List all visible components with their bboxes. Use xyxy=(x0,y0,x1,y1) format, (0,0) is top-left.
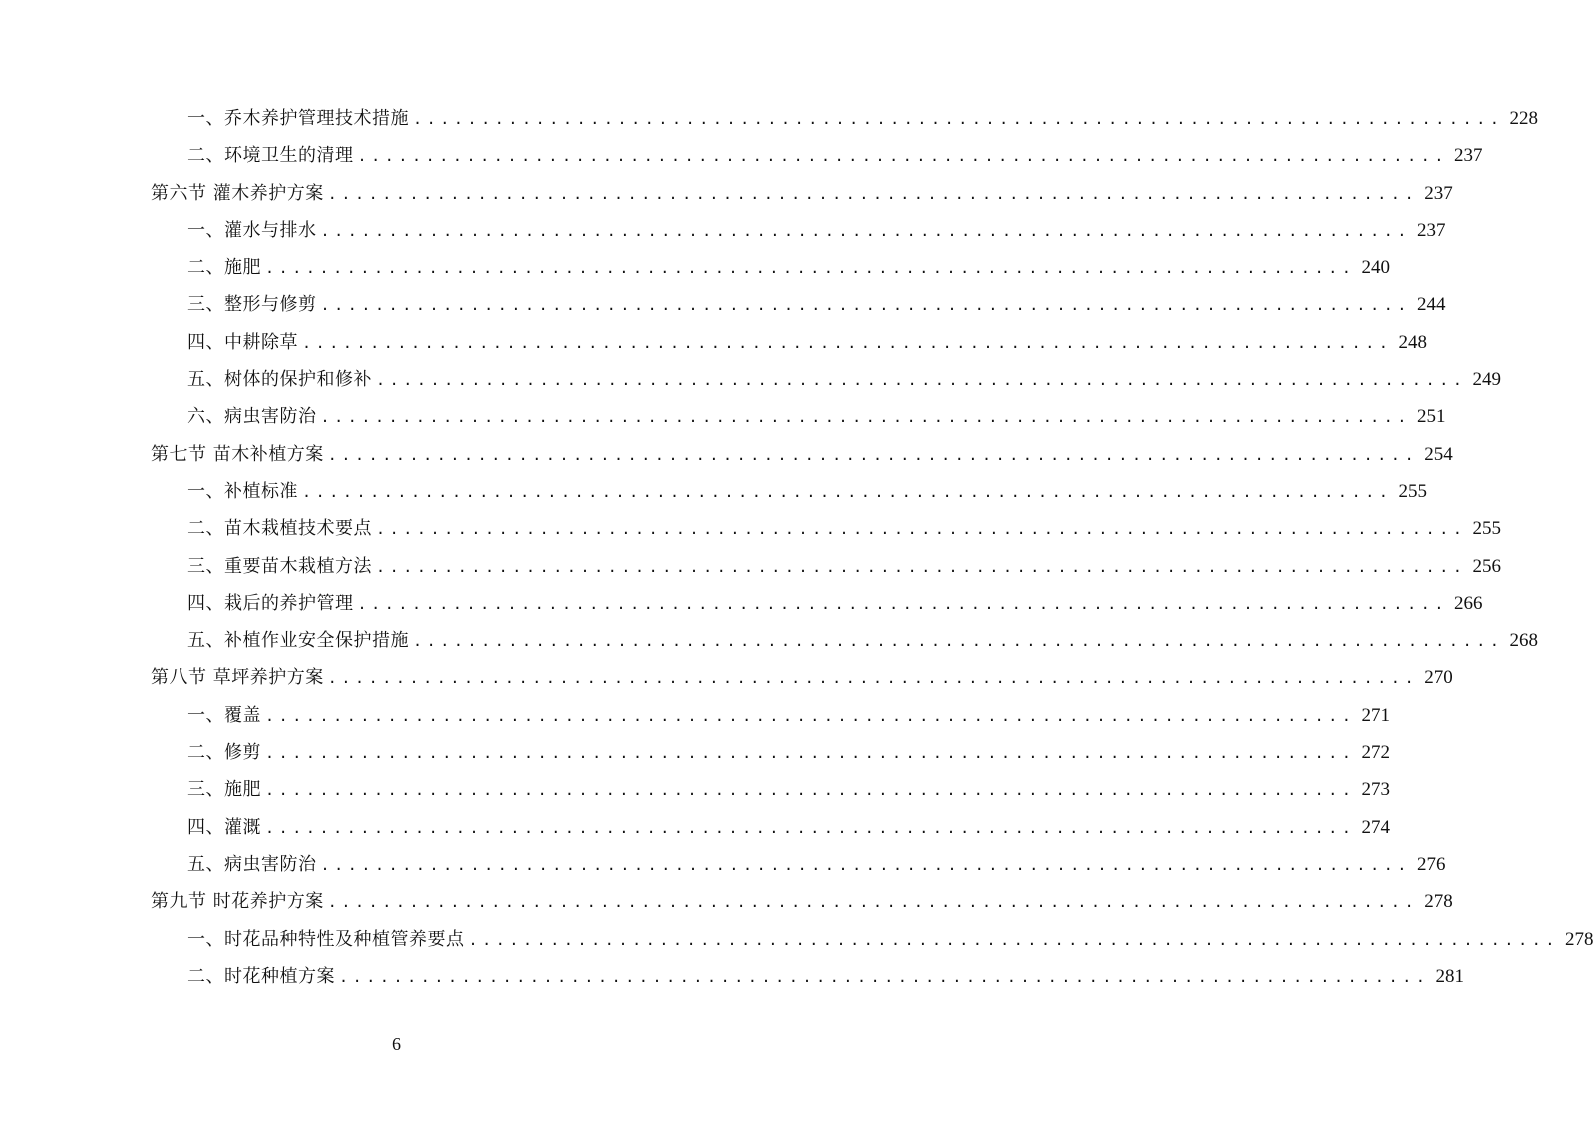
page-number: 6 xyxy=(392,1034,401,1054)
toc-entry-title: 第七节 苗木补植方案 xyxy=(151,443,324,465)
table-of-contents xyxy=(151,100,1593,995)
toc-subsection-entry[interactable] xyxy=(151,100,1538,137)
toc-entry-title: 二、施肥 xyxy=(187,257,261,279)
toc-subsection-entry[interactable] xyxy=(151,697,1390,734)
toc-entry-title: 五、补植作业安全保护措施 xyxy=(187,630,409,652)
toc-dot-leader: ................................................................................ xyxy=(302,333,1393,352)
toc-entry-title: 四、中耕除草 xyxy=(187,331,298,353)
toc-subsection-entry[interactable] xyxy=(151,324,1427,361)
toc-entry-title: 一、覆盖 xyxy=(187,704,261,726)
toc-entry-page: 255 xyxy=(1398,480,1427,502)
toc-entry-title: 二、时花种植方案 xyxy=(187,965,335,987)
toc-dot-leader: ................................................................................ xyxy=(265,706,1356,725)
toc-entry-title: 二、修剪 xyxy=(187,742,261,764)
toc-entry-title: 六、病虫害防治 xyxy=(187,406,317,428)
toc-entry-page: 251 xyxy=(1416,406,1446,428)
toc-dot-leader: ................................................................................ xyxy=(468,930,1559,949)
toc-entry-title: 一、时花品种特性及种植管养要点 xyxy=(187,928,465,950)
toc-subsection-entry[interactable] xyxy=(151,361,1501,398)
toc-dot-leader: ................................................................................ xyxy=(327,893,1419,912)
toc-subsection-entry[interactable] xyxy=(151,137,1483,174)
toc-entry-title: 四、灌溉 xyxy=(187,816,261,838)
toc-entry-title: 第八节 草坪养护方案 xyxy=(151,667,324,689)
toc-subsection-entry[interactable] xyxy=(151,473,1427,510)
toc-entry-page: 278 xyxy=(1424,891,1453,913)
toc-entry-page: 271 xyxy=(1361,704,1390,726)
toc-entry-title: 第六节 灌木养护方案 xyxy=(151,182,324,204)
toc-section-entry[interactable] xyxy=(151,883,1453,920)
toc-dot-leader: ................................................................................ xyxy=(265,818,1356,837)
toc-dot-leader: ................................................................................ xyxy=(376,371,1467,390)
toc-subsection-entry[interactable] xyxy=(151,734,1390,771)
toc-dot-leader: ................................................................................ xyxy=(327,445,1419,464)
toc-entry-title: 二、苗木栽植技术要点 xyxy=(187,518,372,540)
toc-entry-page: 270 xyxy=(1424,667,1453,689)
toc-entry-title: 第九节 时花养护方案 xyxy=(151,891,324,913)
toc-dot-leader: ................................................................................ xyxy=(413,632,1504,651)
toc-entry-title: 五、病虫害防治 xyxy=(187,853,317,875)
toc-entry-page: 274 xyxy=(1361,816,1390,838)
toc-entry-title: 二、环境卫生的清理 xyxy=(187,145,354,167)
toc-subsection-entry[interactable] xyxy=(151,622,1538,659)
toc-subsection-entry[interactable] xyxy=(151,958,1464,995)
toc-entry-title: 三、施肥 xyxy=(187,779,261,801)
toc-dot-leader: ................................................................................ xyxy=(327,669,1419,688)
toc-entry-title: 一、灌水与排水 xyxy=(187,219,317,241)
toc-subsection-entry[interactable] xyxy=(151,398,1446,435)
toc-section-entry[interactable] xyxy=(151,436,1453,473)
toc-entry-page: 281 xyxy=(1435,965,1464,987)
toc-dot-leader: ................................................................................ xyxy=(320,221,1411,240)
toc-entry-page: 278 xyxy=(1564,928,1593,950)
toc-entry-page: 237 xyxy=(1424,182,1453,204)
toc-entry-page: 268 xyxy=(1509,630,1538,652)
toc-subsection-entry[interactable] xyxy=(151,286,1446,323)
toc-dot-leader: ................................................................................ xyxy=(376,557,1467,576)
toc-entry-page: 249 xyxy=(1472,369,1501,391)
toc-entry-page: 272 xyxy=(1361,742,1390,764)
toc-entry-page: 266 xyxy=(1453,592,1483,614)
toc-subsection-entry[interactable] xyxy=(151,771,1390,808)
toc-entry-page: 240 xyxy=(1361,257,1390,279)
toc-subsection-entry[interactable] xyxy=(151,212,1446,249)
toc-entry-page: 237 xyxy=(1453,145,1483,167)
toc-entry-page: 273 xyxy=(1361,779,1390,801)
toc-dot-leader: ................................................................................ xyxy=(265,259,1356,278)
toc-entry-title: 五、树体的保护和修补 xyxy=(187,369,372,391)
toc-dot-leader: ................................................................................ xyxy=(320,855,1411,874)
toc-entry-title: 三、整形与修剪 xyxy=(187,294,317,316)
toc-dot-leader: ................................................................................ xyxy=(327,184,1419,203)
toc-entry-title: 四、栽后的养护管理 xyxy=(187,592,354,614)
toc-dot-leader: ................................................................................ xyxy=(265,744,1356,763)
toc-dot-leader: ................................................................................ xyxy=(320,408,1411,427)
toc-entry-title: 一、乔木养护管理技术措施 xyxy=(187,108,409,129)
toc-entry-page: 228 xyxy=(1509,108,1538,129)
toc-entry-title: 一、补植标准 xyxy=(187,480,298,502)
toc-section-entry[interactable] xyxy=(151,175,1453,212)
toc-entry-page: 255 xyxy=(1472,518,1501,540)
toc-dot-leader: ................................................................................ xyxy=(265,781,1356,800)
toc-entry-title: 三、重要苗木栽植方法 xyxy=(187,555,372,577)
toc-section-entry[interactable] xyxy=(151,659,1453,696)
toc-entry-page: 256 xyxy=(1472,555,1501,577)
toc-subsection-entry[interactable] xyxy=(151,585,1483,622)
toc-entry-page: 244 xyxy=(1416,294,1446,316)
toc-dot-leader: ................................................................................ xyxy=(376,520,1467,539)
toc-dot-leader: ................................................................................ xyxy=(413,110,1504,128)
toc-dot-leader: ................................................................................ xyxy=(357,594,1448,613)
toc-entry-page: 237 xyxy=(1416,219,1446,241)
toc-subsection-entry[interactable] xyxy=(151,249,1390,286)
toc-entry-page: 254 xyxy=(1424,443,1453,465)
toc-dot-leader: ................................................................................ xyxy=(302,482,1393,501)
toc-entry-page: 248 xyxy=(1398,331,1427,353)
toc-subsection-entry[interactable] xyxy=(151,510,1501,547)
toc-dot-leader: ................................................................................ xyxy=(339,967,1430,986)
toc-dot-leader: ................................................................................ xyxy=(357,147,1448,166)
toc-subsection-entry[interactable] xyxy=(151,809,1390,846)
toc-subsection-entry[interactable] xyxy=(151,921,1593,958)
toc-entry-page: 276 xyxy=(1416,853,1446,875)
toc-dot-leader: ................................................................................ xyxy=(320,296,1411,315)
toc-subsection-entry[interactable] xyxy=(151,548,1501,585)
toc-subsection-entry[interactable] xyxy=(151,846,1446,883)
